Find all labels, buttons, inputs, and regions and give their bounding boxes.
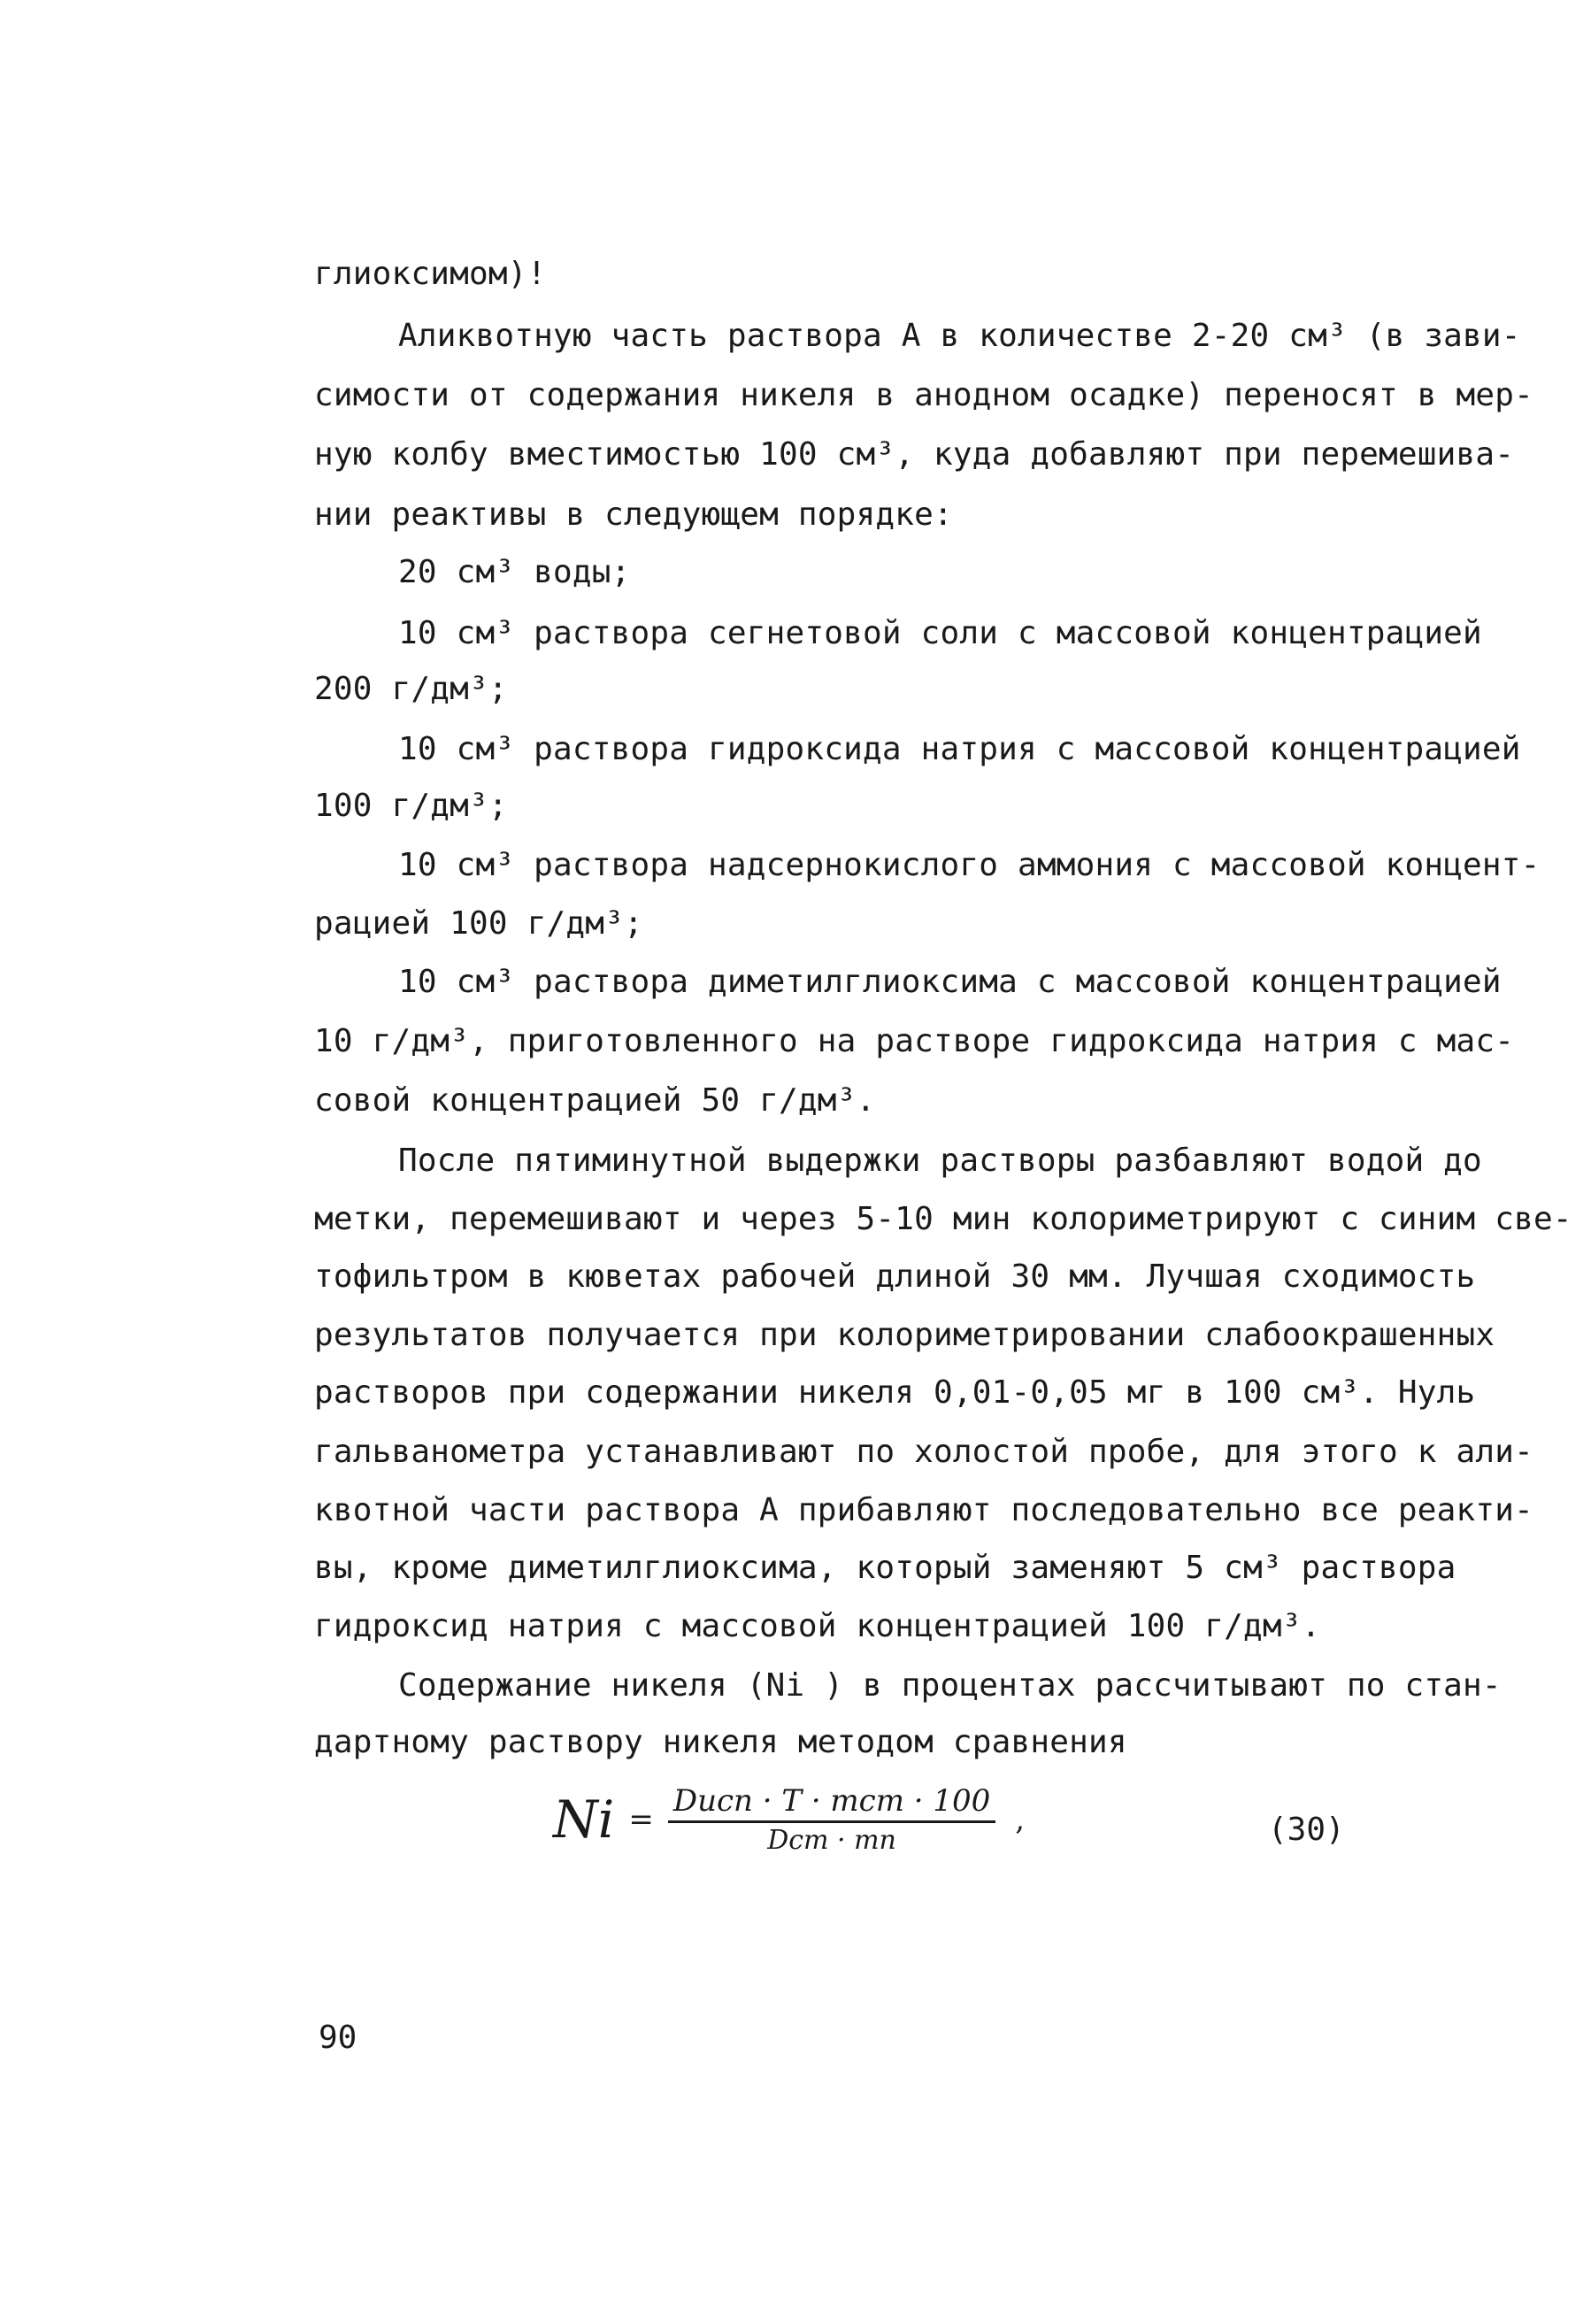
formula-equals: = <box>628 1802 654 1837</box>
formula-denominator: Dст · mп <box>767 1825 896 1856</box>
text-line: 100 г/дм³; <box>314 788 508 824</box>
text-line: гидроксид натрия с массовой концентрацией 100 г/дм³. <box>314 1608 1321 1644</box>
page-number: 90 <box>319 2020 357 2056</box>
text-line: Аликвотную часть раствора А в количестве 2-20 см³ (в зави- <box>398 318 1521 354</box>
text-line: нии реактивы в следующем порядке: <box>314 496 953 533</box>
nickel-formula <box>553 1783 1025 1856</box>
formula-lhs: Ni <box>553 1789 615 1850</box>
text-line: 10 см³ раствора надсернокислого аммония с массовой концент- <box>398 847 1541 883</box>
text-line: вы, кроме диметилглиоксима, который заменяют 5 см³ раствора <box>314 1550 1456 1586</box>
formula-numerator: Dисп · T · mст · 100 <box>672 1783 991 1819</box>
text-line: 200 г/дм³; <box>314 671 508 707</box>
text-line: симости от содержания никеля в анодном осадке) переносят в мер- <box>314 377 1534 413</box>
text-line: квотной части раствора А прибавляют последовательно все реакти- <box>314 1492 1534 1528</box>
text-line: тофильтром в кюветах рабочей длиной 30 мм. Лучшая сходимость <box>314 1258 1476 1295</box>
text-line: рацией 100 г/дм³; <box>314 905 643 942</box>
text-line: 10 см³ раствора диметилглиоксима с массовой концентрацией <box>398 964 1502 1000</box>
text-line: результатов получается при колориметрировании слабоокрашенных <box>314 1317 1495 1353</box>
text-line: После пятиминутной выдержки растворы разбавляют водой до <box>398 1143 1482 1179</box>
text-line: Содержание никеля (Ni ) в процентах рассчитывают по стан- <box>398 1667 1502 1704</box>
text-line: 20 см³ воды; <box>398 554 631 590</box>
formula-fraction <box>668 1783 995 1856</box>
text-line: 10 г/дм³, приготовленного на растворе гидроксида натрия с мас- <box>314 1023 1515 1059</box>
text-line: гальванометра устанавливают по холостой пробе, для этого к али- <box>314 1434 1534 1470</box>
text-line: совой концентрацией 50 г/дм³. <box>314 1082 876 1119</box>
text-line: 10 см³ раствора гидроксида натрия с массовой концентрацией <box>398 731 1521 767</box>
text-line: растворов при содержании никеля 0,01-0,05 мг в 100 см³. Нуль <box>314 1374 1476 1411</box>
equation-number: (30) <box>1268 1812 1345 1848</box>
text-line: ную колбу вместимостью 100 см³, куда добавляют при перемешива- <box>314 436 1515 473</box>
text-line: метки, перемешивают и через 5-10 мин колориметрируют с синим све- <box>314 1201 1572 1237</box>
formula-trailing-comma: , <box>1015 1802 1026 1837</box>
text-line: глиоксимом)! <box>314 256 547 292</box>
text-line: 10 см³ раствора сегнетовой соли с массовой концентрацией <box>398 615 1482 651</box>
text-line: дартному раствору никеля методом сравнения <box>314 1724 1127 1760</box>
